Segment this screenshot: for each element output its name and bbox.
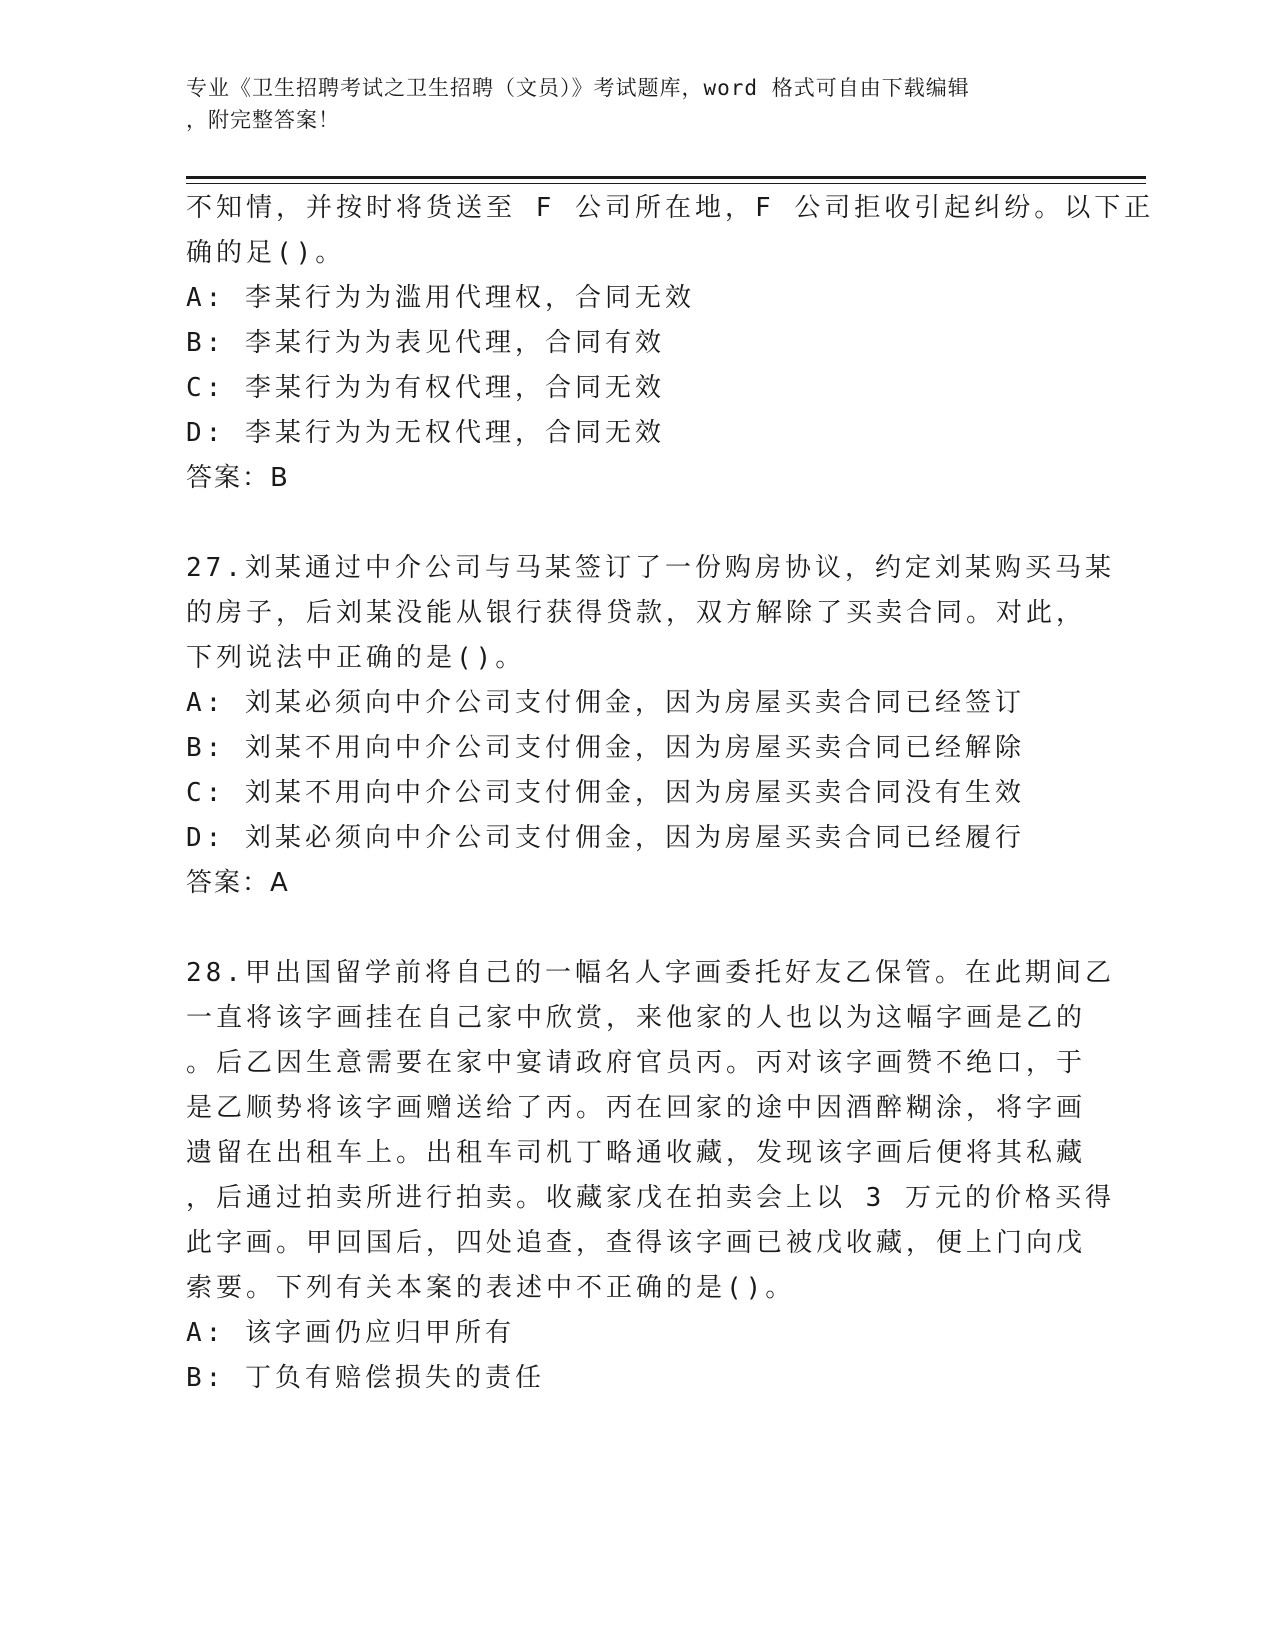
question-stem-line: 28.甲出国留学前将自己的一幅名人字画委托好友乙保管。在此期间乙: [186, 958, 1115, 988]
page-content: [186, 186, 1155, 1401]
option-b: B: 刘某不用向中介公司支付佣金，因为房屋买卖合同已经解除: [186, 733, 1025, 763]
option-d: D: 李某行为为无权代理，合同无效: [186, 418, 665, 448]
option-a: A: 李某行为为滥用代理权，合同无效: [186, 283, 695, 313]
option-b: B: 李某行为为表见代理，合同有效: [186, 328, 665, 358]
page-header: [186, 72, 1066, 136]
question-27: [186, 546, 1115, 906]
question-stem-line: 索要。下列有关本案的表述中不正确的是()。: [186, 1273, 796, 1303]
answer-line: 答案：A: [186, 868, 290, 898]
question-stem-line: 。后乙因生意需要在家中宴请政府官员丙。丙对该字画赞不绝口，于: [186, 1048, 1087, 1078]
option-a: A: 该字画仍应归甲所有: [186, 1318, 515, 1348]
question-28: [186, 951, 1115, 1401]
header-rule-thick: [186, 176, 1146, 179]
question-stem-line: 遗留在出租车上。出租车司机丁略通收藏，发现该字画后便将其私藏: [186, 1138, 1087, 1168]
question-stem-line: 的房子，后刘某没能从银行获得贷款，双方解除了买卖合同。对此，: [186, 598, 1087, 628]
option-d: D: 刘某必须向中介公司支付佣金，因为房屋买卖合同已经履行: [186, 823, 1025, 853]
question-stem-line: ，后通过拍卖所进行拍卖。收藏家戊在拍卖会上以 3 万元的价格买得: [186, 1183, 1115, 1213]
question-stem-line: 不知情，并按时将货送至 F 公司所在地，F 公司拒收引起纠纷。以下正: [186, 193, 1155, 223]
spacer: [186, 501, 1086, 546]
option-c: C: 刘某不用向中介公司支付佣金，因为房屋买卖合同没有生效: [186, 778, 1025, 808]
spacer: [186, 906, 1086, 951]
header-line-2: ，附完整答案！: [186, 108, 340, 132]
header-line-1: 专业《卫生招聘考试之卫生招聘（文员）》考试题库，word 格式可自由下载编辑: [186, 76, 970, 100]
option-c: C: 李某行为为有权代理，合同无效: [186, 373, 665, 403]
header-rule-thin: [186, 183, 1146, 184]
answer-line: 答案：B: [186, 463, 290, 493]
question-stem-line: 一直将该字画挂在自己家中欣赏，来他家的人也以为这幅字画是乙的: [186, 1003, 1087, 1033]
question-stem-line: 确的足()。: [186, 238, 346, 268]
option-a: A: 刘某必须向中介公司支付佣金，因为房屋买卖合同已经签订: [186, 688, 1025, 718]
question-stem-line: 是乙顺势将该字画赠送给了丙。丙在回家的途中因酒醉糊涂，将字画: [186, 1093, 1087, 1123]
option-b: B: 丁负有赔偿损失的责任: [186, 1363, 545, 1393]
question-26: [186, 186, 1155, 501]
question-stem-line: 27.刘某通过中介公司与马某签订了一份购房协议，约定刘某购买马某: [186, 553, 1115, 583]
question-stem-line: 此字画。甲回国后，四处追查，查得该字画已被戊收藏，便上门向戊: [186, 1228, 1087, 1258]
question-stem-line: 下列说法中正确的是()。: [186, 643, 526, 673]
